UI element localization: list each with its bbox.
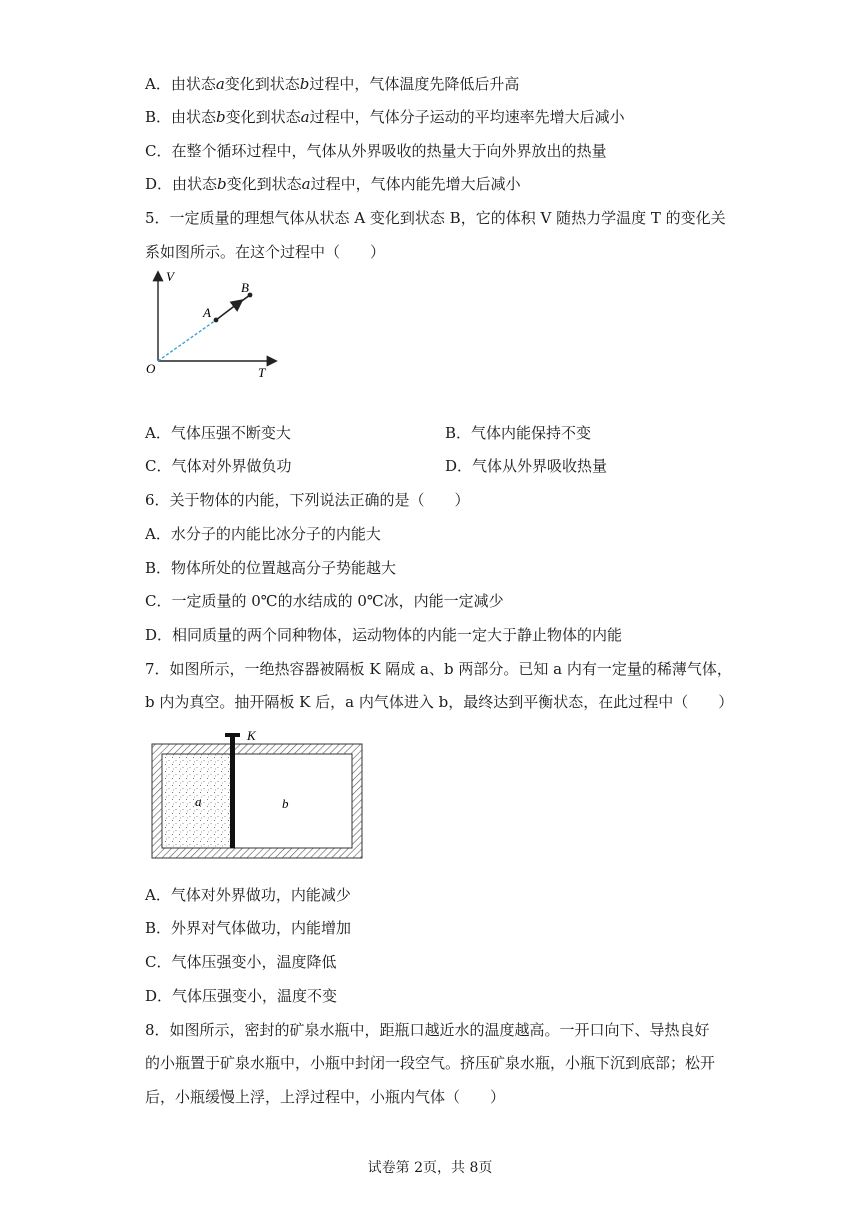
point-a [214,318,219,323]
point-a-label: A [203,305,211,320]
origin-label: O [146,361,156,376]
q4-option-c: C．在整个循环过程中，气体从外界吸收的热量大于向外界放出的热量 [145,142,607,160]
point-b-label: B [241,280,249,295]
v-axis-label: V [166,269,174,284]
q4-option-a: A．由状态𝑎变化到状态𝑏过程中，气体温度先降低后升高 [145,75,520,93]
q6-option-d: D．相同质量的两个同种物体，运动物体的内能一定大于静止物体的内能 [145,626,623,644]
q4-option-b: B．由状态𝑏变化到状态𝑎过程中，气体分子运动的平均速率先增大后减小 [145,108,625,126]
q5-vt-graph [140,265,290,380]
region-a-label: a [195,794,202,809]
q6-option-b: B．物体所处的位置越高分子势能越大 [145,559,397,577]
q8-stem-line-3: 后，小瓶缓慢上浮，上浮过程中，小瓶内气体（ ） [145,1088,506,1106]
t-axis-label: T [258,365,266,380]
q7-option-b: B．外界对气体做功，内能增加 [145,919,352,937]
q7-option-d: D．气体压强变小，温度不变 [145,987,338,1005]
q6-option-a: A．水分子的内能比冰分子的内能大 [145,525,381,543]
q4-option-d: D．由状态𝑏变化到状态𝑎过程中，气体内能先增大后减小 [145,175,521,193]
q5-stem-line-1: 5．一定质量的理想气体从状态 A 变化到状态 B，它的体积 V 随热力学温度 T 的变化关 [145,209,726,227]
q5-stem-line-2: 系如图所示。在这个过程中（ ） [145,243,386,261]
q6-option-c: C．一定质量的 0℃的水结成的 0℃冰，内能一定减少 [145,592,504,610]
q7-option-c: C．气体压强变小，温度降低 [145,953,337,971]
dashed-extension-line [158,320,216,361]
q6-stem: 6．关于物体的内能，下列说法正确的是（ ） [145,491,470,509]
q8-stem-line-1: 8．如图所示，密封的矿泉水瓶中，距瓶口越近水的温度越高。一开口向下、导热良好 [145,1021,710,1039]
q7-container-figure [150,728,365,863]
valve-label: K [247,728,256,743]
q5-option-b: B．气体内能保持不变 [445,424,592,442]
partition-k [230,744,235,848]
q5-option-d: D．气体从外界吸收热量 [445,457,608,475]
partition-stem [230,733,235,745]
q5-option-c: C．气体对外界做负功 [145,457,292,475]
q5-option-a: A．气体压强不断变大 [145,424,291,442]
q8-stem-line-2: 的小瓶置于矿泉水瓶中，小瓶中封闭一段空气。挤压矿泉水瓶，小瓶下沉到底部；松开 [145,1054,716,1072]
q7-stem-line-1: 7．如图所示，一绝热容器被隔板 K 隔成 a、b 两部分。已知 a 内有一定量的稀薄气体， [145,660,732,678]
process-arrow-line [216,301,241,320]
region-b-label: b [282,796,289,811]
page-footer: 试卷第 2页，共 8页 [367,1160,493,1176]
q7-option-a: A．气体对外界做功，内能减少 [145,886,351,904]
q7-stem-line-2: b 内为真空。抽开隔板 K 后，a 内气体进入 b，最终达到平衡状态，在此过程中（ ） [145,693,734,711]
